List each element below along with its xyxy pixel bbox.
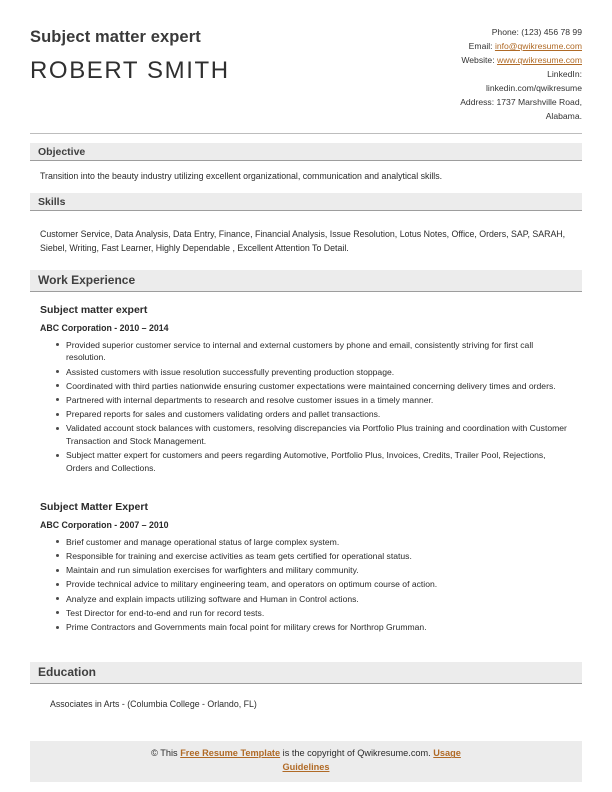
list-item: Prime Contractors and Governments main focal point for military crews for Northrop Grumman.: [56, 621, 582, 634]
section-title-work-experience: Work Experience: [38, 273, 136, 288]
section-header-objective: [30, 143, 582, 160]
job-entry: [30, 304, 582, 475]
objective-text: Transition into the beauty industry utilizing excellent organizational, communication and analytical skills.: [40, 171, 443, 182]
list-item: Responsible for training and exercise activities as team gets certified for operational status.: [56, 550, 582, 563]
job-company: ABC Corporation - 2010 – 2014: [40, 322, 169, 333]
usage-guidelines-link-2[interactable]: Guidelines: [282, 762, 330, 773]
contact-block: [367, 22, 582, 123]
contact-email-label: Email:: [468, 40, 495, 51]
contact-website: [367, 54, 582, 68]
education-text: Associates in Arts - (Columbia College - Orlando, FL): [50, 698, 257, 709]
section-title-education: Education: [38, 665, 97, 680]
footer-bar: [30, 741, 582, 782]
job-title: Subject Matter Expert: [40, 500, 148, 513]
work-experience-underline: [30, 291, 582, 292]
free-resume-template-link[interactable]: Free Resume Template: [180, 748, 281, 759]
contact-linkedin-label: LinkedIn:: [547, 68, 582, 79]
job-company: ABC Corporation - 2007 – 2010: [40, 519, 169, 530]
page-title: Subject matter expert: [30, 28, 201, 46]
skills-text: Customer Service, Data Analysis, Data Entry, Finance, Financial Analysis, Issue Resolution, Lotus Notes, Office, Orders, SAP, SARAH, Siebel, Writing, Fast Learner, Highly Dependable , Excellent Attention To Detail.: [40, 229, 566, 254]
list-item: Brief customer and manage operational status of large complex system.: [56, 536, 582, 549]
list-item: Test Director for end-to-end and run for record tests.: [56, 607, 582, 620]
list-item: Provided superior customer service to internal and external customers by phone and email, consistently striving for first call resolution.: [56, 339, 582, 364]
contact-email-value[interactable]: info@qwikresume.com: [494, 40, 582, 51]
contact-phone: Phone: (123) 456 78 99: [491, 27, 582, 37]
candidate-name: ROBERT SMITH: [30, 57, 230, 84]
job-entry: [30, 501, 582, 634]
section-header-education: [30, 662, 582, 683]
list-item: Partnered with internal departments to research and resolve customer issues in a timely manner.: [56, 394, 582, 407]
list-item: Assisted customers with issue resolution successfully preventing production stoppage.: [56, 366, 582, 379]
list-item: Validated account stock balances with customers, resolving discrepancies via Portfolio Plus training and coordination with Customer Transaction and Stock Management.: [56, 422, 582, 447]
header-left: [30, 22, 230, 85]
list-item: Subject matter expert for customers and peers regarding Automotive, Portfolio Plus, Invoices, Credits, Trailer Pool, Rejections, Orders and Collections.: [56, 449, 582, 474]
usage-guidelines-link[interactable]: Usage: [433, 748, 461, 759]
job-bullets: [40, 339, 582, 475]
list-item: Provide technical advice to military engineering team, and operators on optimum course of action.: [56, 578, 582, 591]
skills-underline: [30, 210, 582, 211]
list-item: Maintain and run simulation exercises for warfighters and military community.: [56, 564, 582, 577]
section-title-skills: Skills: [38, 195, 66, 208]
list-item: Prepared reports for sales and customers validating orders and pallet transactions.: [56, 408, 582, 421]
contact-address-line-1: Address: 1737 Marshville Road,: [460, 96, 582, 107]
contact-linkedin-value[interactable]: linkedin.com/qwikresume: [486, 82, 582, 93]
list-item: Coordinated with third parties nationwide ensuring customer expectations were maintained concerning delivery times and orders.: [56, 380, 582, 393]
section-header-skills: [30, 193, 582, 210]
footer-copyright-prefix: © This: [151, 748, 181, 759]
job-title: Subject matter expert: [40, 303, 148, 316]
job-bullets: [40, 536, 582, 634]
education-underline: [30, 683, 582, 684]
contact-website-value[interactable]: www.qwikresume.com: [496, 54, 582, 65]
list-item: Analyze and explain impacts utilizing software and Human in Control actions.: [56, 593, 582, 606]
objective-underline: [30, 160, 582, 161]
resume-header: [30, 22, 582, 123]
contact-website-label: Website:: [461, 54, 497, 65]
section-header-work-experience: [30, 270, 582, 291]
footer-middle-text: is the copyright of Qwikresume.com.: [280, 748, 434, 759]
contact-address-line-2: Alabama.: [545, 110, 582, 121]
contact-email: [367, 40, 582, 54]
header-divider: [30, 133, 582, 134]
section-title-objective: Objective: [38, 145, 86, 158]
